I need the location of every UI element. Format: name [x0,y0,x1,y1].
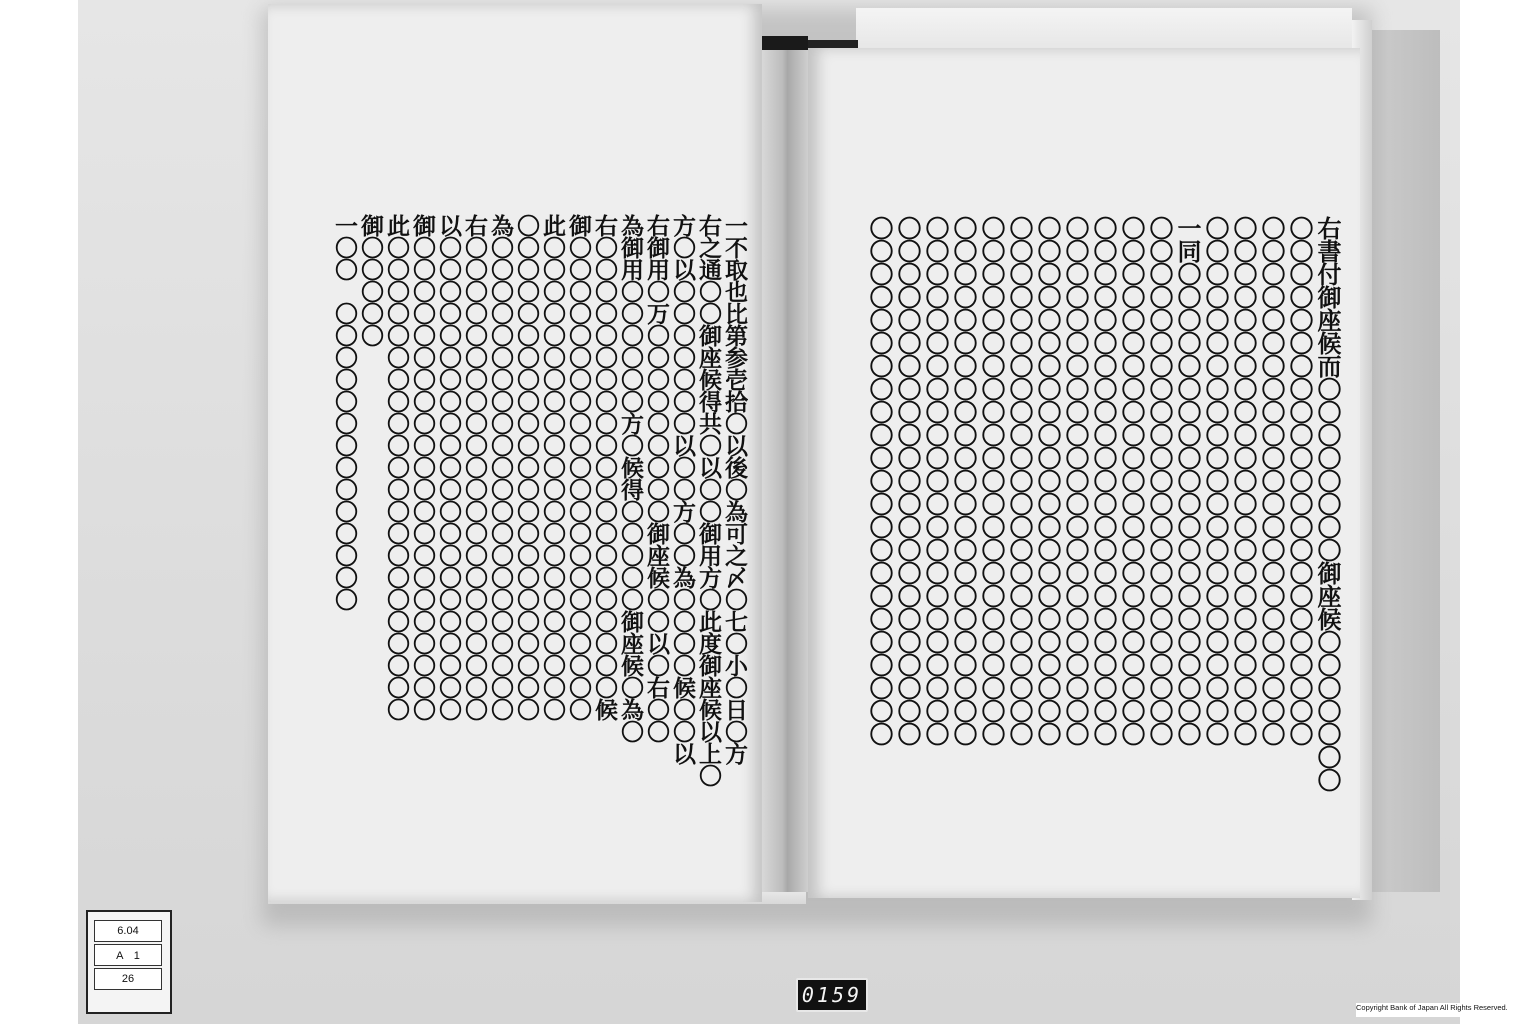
spine-shadow [762,36,808,50]
text-column: 一〇〇 〇〇〇〇〇〇〇〇〇〇〇〇〇〇 [331,214,358,610]
text-column: 〇〇〇〇〇〇〇〇〇〇〇〇〇〇〇〇〇〇〇〇〇〇〇 [1201,216,1230,745]
text-column: 此〇〇〇〇〇〇〇〇〇〇〇〇〇〇〇〇〇〇〇〇〇〇 [539,214,566,720]
label-row-3: 26 [94,968,162,990]
left-page [268,4,762,902]
text-column: 此〇〇〇〇〇〇〇〇〇〇〇〇〇〇〇〇〇〇〇〇〇〇 [383,214,410,720]
text-column: 右御用〇万〇〇〇〇〇〇〇〇〇御座候〇〇以〇右〇〇 [643,214,670,742]
book-cover-board [1366,30,1440,892]
text-column: 右〇〇〇〇〇〇〇〇〇〇〇〇〇〇〇〇〇〇〇〇〇〇 [461,214,488,720]
label-row-1: 6.04 [94,920,162,942]
label-row-2: A 1 [94,944,162,966]
text-column: 一不取也比第参壱拾〇以後〇為可之〆〇七〇小〇日〇方 [721,214,748,764]
text-column: 右之通〇〇御座候得共〇以〇〇御用方〇此度御座候以上〇 [695,214,722,786]
text-column: 御〇〇〇〇〇〇〇〇〇〇〇〇〇〇〇〇〇〇〇〇〇〇 [565,214,592,720]
book-gutter [762,42,808,892]
archive-label-card [86,910,172,1014]
text-column: 〇〇〇〇〇〇〇〇〇〇〇〇〇〇〇〇〇〇〇〇〇〇〇 [1033,216,1062,745]
right-page [808,48,1360,898]
scan-margin [1460,0,1536,1024]
text-column: 方〇以〇〇〇〇〇〇〇以〇〇方〇〇為〇〇〇〇候〇〇以 [669,214,696,764]
text-column: 〇〇〇〇〇〇〇〇〇〇〇〇〇〇〇〇〇〇〇〇〇〇〇 [893,216,922,745]
text-column: 以〇〇〇〇〇〇〇〇〇〇〇〇〇〇〇〇〇〇〇〇〇〇 [435,214,462,720]
text-column: 〇〇〇〇〇〇〇〇〇〇〇〇〇〇〇〇〇〇〇〇〇〇〇 [1005,216,1034,745]
text-column: 御〇〇〇〇〇 [357,214,384,346]
text-column: 為〇〇〇〇〇〇〇〇〇〇〇〇〇〇〇〇〇〇〇〇〇〇 [487,214,514,720]
text-column: 為御用〇〇〇〇〇〇方〇候得〇〇〇〇〇御座候〇為〇 [617,214,644,742]
text-column: 御〇〇〇〇〇〇〇〇〇〇〇〇〇〇〇〇〇〇〇〇〇〇 [409,214,436,720]
text-column: 〇〇〇〇〇〇〇〇〇〇〇〇〇〇〇〇〇〇〇〇〇〇〇 [1257,216,1286,745]
text-column: 〇〇〇〇〇〇〇〇〇〇〇〇〇〇〇〇〇〇〇〇〇〇〇 [977,216,1006,745]
text-column: 右〇〇〇〇〇〇〇〇〇〇〇〇〇〇〇〇〇〇〇〇〇候 [591,214,618,720]
text-column: 一同〇〇〇〇〇〇〇〇〇〇〇〇〇〇〇〇〇〇〇〇〇 [1173,216,1202,745]
text-column: 〇〇〇〇〇〇〇〇〇〇〇〇〇〇〇〇〇〇〇〇〇〇〇 [1229,216,1258,745]
text-column: 〇〇〇〇〇〇〇〇〇〇〇〇〇〇〇〇〇〇〇〇〇〇〇 [513,214,540,720]
text-column: 右書付御座候而〇〇〇〇〇〇〇〇御座候〇〇〇〇〇〇〇 [1313,216,1342,791]
text-column: 〇〇〇〇〇〇〇〇〇〇〇〇〇〇〇〇〇〇〇〇〇〇〇 [1117,216,1146,745]
text-column: 〇〇〇〇〇〇〇〇〇〇〇〇〇〇〇〇〇〇〇〇〇〇〇 [1145,216,1174,745]
text-column: 〇〇〇〇〇〇〇〇〇〇〇〇〇〇〇〇〇〇〇〇〇〇〇 [1089,216,1118,745]
text-column: 〇〇〇〇〇〇〇〇〇〇〇〇〇〇〇〇〇〇〇〇〇〇〇 [921,216,950,745]
text-column: 〇〇〇〇〇〇〇〇〇〇〇〇〇〇〇〇〇〇〇〇〇〇〇 [949,216,978,745]
frame-number: 0159 [796,978,868,1012]
copyright-notice: Copyright Bank of Japan All Rights Reserved. [1356,1003,1532,1017]
text-column: 〇〇〇〇〇〇〇〇〇〇〇〇〇〇〇〇〇〇〇〇〇〇〇 [865,216,894,745]
text-column: 〇〇〇〇〇〇〇〇〇〇〇〇〇〇〇〇〇〇〇〇〇〇〇 [1285,216,1314,745]
text-column: 〇〇〇〇〇〇〇〇〇〇〇〇〇〇〇〇〇〇〇〇〇〇〇 [1061,216,1090,745]
